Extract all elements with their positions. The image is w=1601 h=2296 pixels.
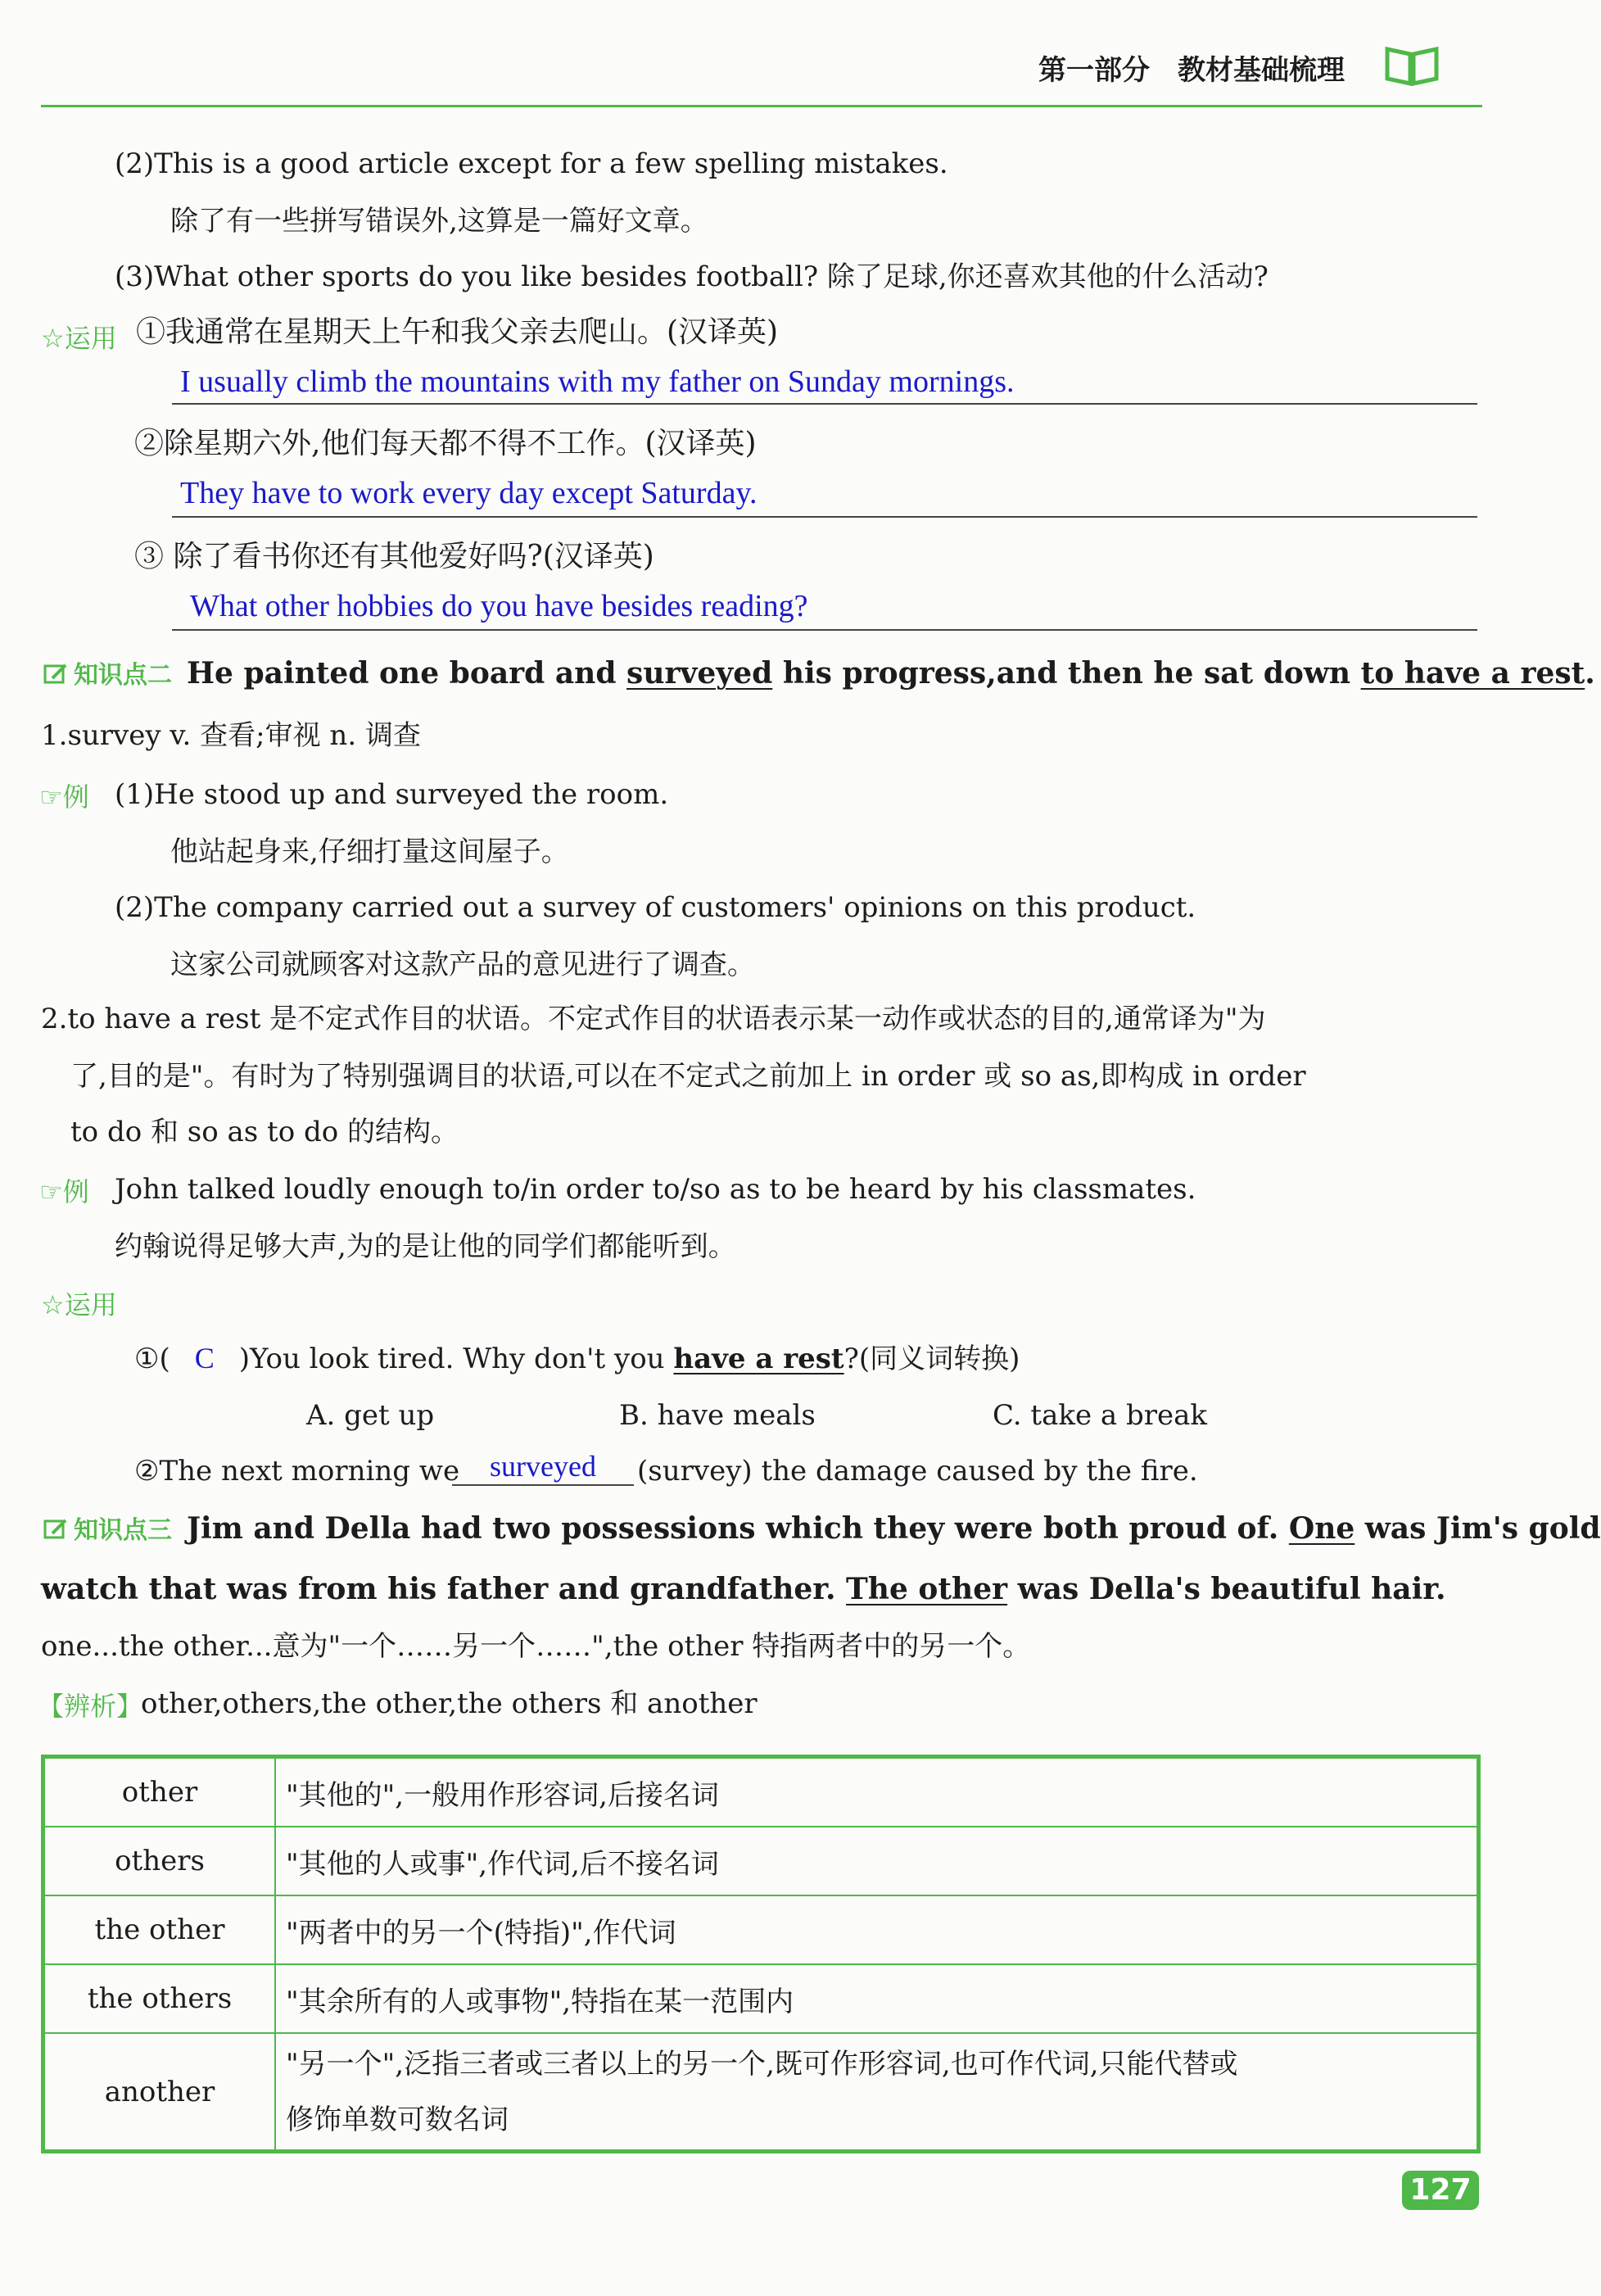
table-row [44, 1827, 1477, 1895]
table-cell-word: the other [44, 1895, 275, 1964]
practice1-a3: What other hobbies do you have besides reading? [190, 589, 808, 623]
kp2-item2-line2: 了,目的是"。有时为了特别强调目的状语,可以在不定式之前加上 in order 或 so as,即构成 in order [70, 1060, 1306, 1093]
practice1-q1: ①我通常在星期天上午和我父亲去爬山。(汉译英) [136, 315, 779, 349]
header-part: 第一部分 [1038, 54, 1150, 87]
practice2-q1-answer: C [194, 1342, 215, 1374]
kp1-ex3: (3)What other sports do you like besides football? 除了足球,你还喜欢其他的什么活动? [115, 260, 1269, 293]
kp2-to-have-a-rest: to have a rest [1360, 656, 1585, 691]
practice1-a2: They have to work every day except Saturday. [180, 476, 758, 510]
answer-line-2 [172, 516, 1477, 518]
kp3-heading-line1 [43, 1510, 1601, 1549]
table-cell-desc: "两者中的另一个(特指)",作代词 [275, 1895, 1477, 1964]
kp2-ex3-zh: 约翰说得足够大声,为的是让他的同学们都能听到。 [115, 1230, 736, 1263]
kp3-jx-text: other,others,the other,the others 和 another [141, 1687, 758, 1720]
practice2-label: ☆运用 [41, 1289, 117, 1320]
table-desc-line1: "另一个",泛指三者或三者以上的另一个,既可作形容词,也可作代词,只能代替或 [286, 2047, 1238, 2081]
answer-line-3 [172, 629, 1477, 631]
option-c: C. take a break [993, 1399, 1207, 1432]
practice2-q2-pre: ②The next morning we [134, 1455, 460, 1488]
table-desc-line2: 修饰单数可数名词 [286, 2103, 509, 2136]
kp2-surveyed: surveyed [626, 656, 773, 691]
pen-icon [43, 1517, 69, 1542]
kp2-heading [43, 655, 1595, 694]
kp2-ex3-en: John talked loudly enough to/in order to/so as to be heard by his classmates. [115, 1173, 1196, 1206]
book-icon [1382, 43, 1441, 88]
table-cell-desc: "其他的",一般用作形容词,后接名词 [275, 1758, 1477, 1827]
kp2-s5: . [1585, 656, 1595, 691]
kp2-ex2-zh: 这家公司就顾客对这款产品的意见进行了调查。 [170, 949, 755, 981]
kp2-ex2-en: (2)The company carried out a survey of customers' opinions on this product. [115, 891, 1196, 924]
header-rule [41, 105, 1482, 107]
kp3-note: one...the other...意为"一个……另一个……",the other 特指两者中的另一个。 [41, 1630, 1031, 1663]
kp3-the-other: The other [846, 1572, 1008, 1606]
practice1-q3: ③ 除了看书你还有其他爱好吗?(汉译英) [134, 540, 654, 573]
kp2-label: 知识点二 [74, 661, 172, 690]
kp2-ex1-zh: 他站起身来,仔细打量这间屋子。 [170, 836, 569, 868]
table-row [44, 1895, 1477, 1964]
practice2-q1-post: ?(同义词转换) [843, 1343, 1020, 1375]
kp3-label: 知识点三 [74, 1516, 172, 1545]
table-cell-word: others [44, 1827, 275, 1895]
kp3-s6: was Della's beautiful hair. [1007, 1572, 1446, 1606]
practice2-q2-answer: surveyed [452, 1448, 634, 1486]
header-section: 教材基础梳理 [1178, 54, 1345, 87]
answer-line-1 [172, 403, 1477, 405]
kp1-ex2-zh: 除了有一些拼写错误外,这算是一篇好文章。 [170, 205, 708, 238]
kp2-item1: 1.survey v. 查看;审视 n. 调查 [41, 719, 421, 752]
practice2-q1 [134, 1340, 1020, 1377]
kp2-ex1-en: (1)He stood up and surveyed the room. [115, 778, 669, 811]
practice2-q1-pre: ①( [134, 1343, 170, 1375]
kp3-s1: Jim and Della had two possessions which they were both proud of. [187, 1511, 1289, 1546]
table-cell-word: the others [44, 1964, 275, 2033]
kp3-heading-line2 [41, 1571, 1446, 1607]
practice2-q2-post: (survey) the damage caused by the fire. [637, 1455, 1198, 1488]
practice1-a1: I usually climb the mountains with my father on Sunday mornings. [180, 365, 1015, 399]
kp3-s4: watch that was from his father and grandfather. [41, 1572, 847, 1606]
table-row [44, 1758, 1477, 1827]
kp2-s3: his progress,and then he sat down [772, 656, 1361, 691]
comparison-table [41, 1755, 1481, 2153]
practice2-q1-mid: )You look tired. Why don't you [238, 1343, 674, 1375]
kp2-item2-line3: to do 和 so as to do 的结构。 [70, 1116, 459, 1148]
practice1-label: ☆运用 [41, 323, 117, 354]
table-row [44, 1964, 1477, 2033]
page-number: 127 [1402, 2171, 1479, 2210]
kp3-s3: was Jim's gold [1355, 1511, 1601, 1546]
option-a: A. get up [306, 1399, 435, 1432]
practice1-q2: ②除星期六外,他们每天都不得不工作。(汉译英) [134, 427, 757, 460]
option-b: B. have meals [619, 1399, 816, 1432]
pen-icon [43, 662, 69, 686]
kp2-s1: He painted one board and [187, 656, 627, 691]
table-cell-desc [275, 2033, 1477, 2150]
kp2-ex-tag-2: ☞例 [39, 1176, 89, 1207]
table-cell-desc: "其余所有的人或事物",特指在某一范围内 [275, 1964, 1477, 2033]
practice2-q1-have-a-rest: have a rest [673, 1343, 844, 1375]
table-cell-desc: "其他的人或事",作代词,后不接名词 [275, 1827, 1477, 1895]
table-cell-word: other [44, 1758, 275, 1827]
kp3-one: One [1288, 1511, 1355, 1546]
kp2-ex-tag-1: ☞例 [39, 781, 89, 813]
kp1-ex2-en: (2)This is a good article except for a few spelling mistakes. [115, 147, 948, 180]
table-row [44, 2033, 1477, 2150]
kp2-item2-line1: 2.to have a rest 是不定式作目的状语。不定式作目的状语表示某一动作或状态的目的,通常译为"为 [41, 1003, 1266, 1035]
kp3-jx-tag: 【辨析】 [38, 1691, 143, 1722]
table-cell-word: another [44, 2033, 275, 2150]
